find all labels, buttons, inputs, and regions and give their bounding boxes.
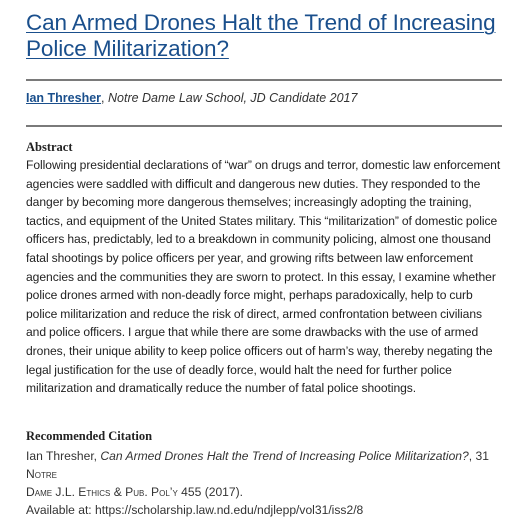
citation-title: Can Armed Drones Halt the Trend of Increasing Police Militarization? — [100, 449, 469, 463]
citation-author: Ian Thresher, — [26, 449, 101, 463]
article-title-line-1: Can Armed Drones Halt the Trend of Increasing — [26, 10, 496, 35]
author-affiliation: Notre Dame Law School, JD Candidate 2017 — [104, 91, 358, 105]
citation-available-label: Available at: — [26, 503, 96, 517]
abstract-heading: Abstract — [26, 140, 73, 154]
citation-journal-part-1: Notre — [26, 467, 57, 481]
citation-heading: Recommended Citation — [26, 429, 153, 443]
author-name-link[interactable]: Ian Thresher — [26, 91, 102, 105]
title-divider — [26, 79, 502, 81]
citation-pages-year: 455 (2017). — [177, 485, 244, 499]
author-line — [26, 90, 357, 106]
citation-text — [26, 447, 502, 519]
citation-journal-part-2: Dame J.L. Ethics & Pub. Pol’y — [26, 485, 178, 499]
article-title-line-2: Police Militarization? — [26, 36, 229, 61]
author-divider — [26, 125, 502, 127]
citation-volume: , 31 — [468, 449, 489, 463]
article-title-link[interactable] — [26, 10, 502, 62]
abstract-text: Following presidential declarations of “war” on drugs and terror, domestic law enforcement agencies were saddled with difficult and dangerous new duties. They responded to the danger by becoming more dangerous themselves; increasingly adopting the training, tactics, and equipment of the United States military. This “militarization” of domestic police officers has, predictably, led to a breakdown in community policing, almost one thousand fatal shootings by police officers per year, and growing rifts between law enforcement agencies and the communities they are sworn to protect. In this essay, I examine whether police drones armed with non-deadly force might, perhaps paradoxically, help to curb police militarization and reduce the risk of direct, armed confrontation between civilians and police officers. I argue that while there are some drawbacks with the use of armed drones, their unique ability to keep police officers out of harm’s way, thereby negating the legal justification for the use of deadly force, would halt the need for further police militarization and dramatically reduce the number of fatal police shootings. — [26, 158, 501, 396]
author-separator: , — [101, 91, 105, 105]
citation-url: https://scholarship.law.nd.edu/ndjlepp/vol31/iss2/8 — [95, 503, 364, 517]
article-page — [26, 10, 502, 517]
